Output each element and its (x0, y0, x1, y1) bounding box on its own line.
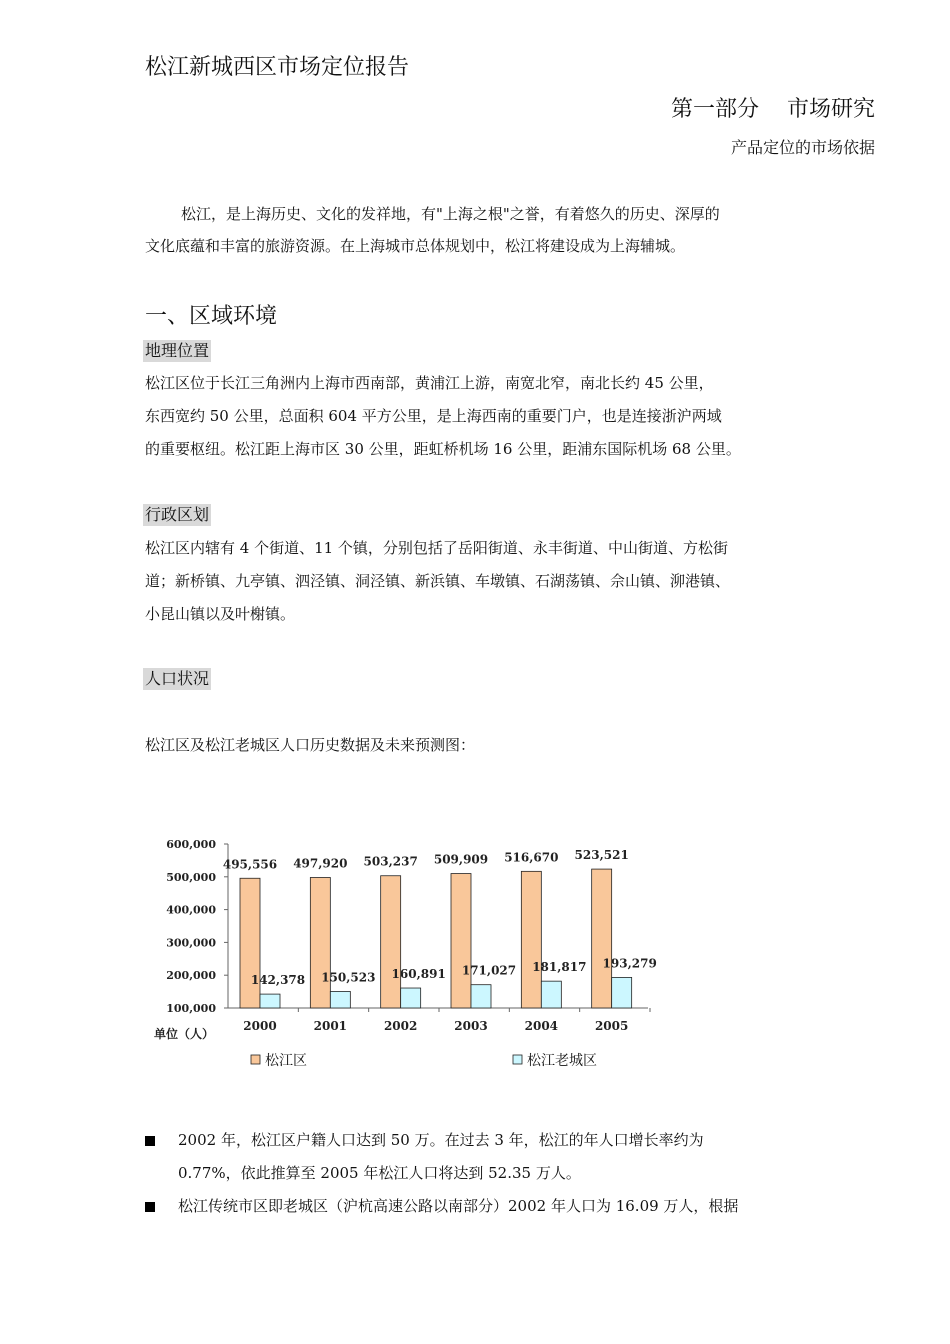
x-tick-label: 2003 (454, 1019, 488, 1033)
y-axis-unit-label: 单位（人） (154, 1027, 215, 1041)
text-line: 的重要枢纽。松江距上海市区 30 公里，距虹桥机场 16 公里，距浦东国际机场 68 公里。 (145, 440, 741, 458)
data-label: 516,670 (504, 850, 559, 865)
data-label: 171,027 (461, 963, 517, 978)
admin-division-text (145, 532, 730, 631)
data-label: 150,523 (321, 970, 376, 985)
intro-paragraph (145, 198, 880, 262)
bar-songjiang-district-2003 (451, 874, 471, 1008)
bar-songjiang-district-2000 (240, 878, 260, 1008)
x-tick-label: 2002 (383, 1019, 418, 1033)
x-tick-label: 2005 (594, 1019, 629, 1033)
bar-songjiang-district-2002 (381, 876, 401, 1008)
chart-labels (154, 838, 657, 1041)
bullet-line: 松江传统市区即老城区（沪杭高速公路以南部分）2002 年人口为 16.09 万人，根据 (178, 1197, 739, 1215)
bullet-item (145, 1124, 905, 1190)
text-line: 松江区内辖有 4 个街道、11 个镇，分别包括了岳阳街道、永丰街道、中山街道、方松街 (145, 539, 728, 557)
bullet-line: 0.77%，依此推算至 2005 年松江人口将达到 52.35 万人。 (178, 1164, 581, 1182)
x-tick-label: 2004 (524, 1019, 559, 1033)
data-label: 497,920 (293, 856, 348, 871)
bar-songjiang-district-2005 (592, 869, 612, 1008)
y-tick-label: 600,000 (166, 838, 216, 851)
population-bar-chart (148, 828, 657, 1080)
bullet-square-icon (145, 1202, 155, 1212)
y-tick-label: 300,000 (166, 936, 216, 950)
part-title: 第一部分 市场研究 (671, 97, 875, 122)
data-label: 503,237 (363, 854, 418, 869)
bar-old-town-2000 (260, 994, 280, 1008)
bullet-item (145, 1190, 905, 1223)
legend-swatch (513, 1055, 522, 1064)
bar-old-town-2002 (401, 988, 421, 1008)
section-subtitle: 产品定位的市场依据 (730, 138, 875, 157)
chart-bars (240, 869, 632, 1008)
bullet-line: 2002 年，松江区户籍人口达到 50 万。在过去 3 年，松江的年人口增长率约为 (178, 1131, 704, 1149)
intro-line: 文化底蕴和丰富的旅游资源。在上海城市总体规划中，松江将建设成为上海辅城。 (145, 237, 686, 255)
bullet-list (145, 1124, 905, 1223)
document-title: 松江新城西区市场定位报告 (145, 55, 410, 80)
legend-label: 松江区 (265, 1053, 307, 1069)
admin-division-label: 行政区划 (145, 505, 210, 524)
chart-caption: 松江区及松江老城区人口历史数据及未来预测图： (145, 736, 476, 754)
data-label: 495,556 (222, 857, 278, 872)
bar-old-town-2001 (330, 991, 350, 1008)
data-label: 509,909 (433, 852, 489, 867)
y-tick-label: 200,000 (166, 969, 216, 983)
data-label: 142,378 (250, 973, 306, 988)
section-heading: 一、区域环境 (145, 304, 278, 329)
y-tick-label: 400,000 (166, 903, 216, 917)
data-label: 160,891 (391, 967, 446, 982)
population-label: 人口状况 (145, 669, 210, 688)
data-label: 193,279 (602, 956, 657, 971)
bar-old-town-2003 (471, 985, 491, 1008)
geo-location-text (145, 367, 741, 466)
x-tick-label: 2001 (313, 1019, 348, 1033)
legend-swatch (251, 1055, 260, 1064)
text-line: 小昆山镇以及叶榭镇。 (145, 605, 296, 623)
text-line: 道；新桥镇、九亭镇、泗泾镇、洞泾镇、新浜镇、车墩镇、石湖荡镇、佘山镇、泖港镇、 (145, 572, 731, 590)
geo-location-label: 地理位置 (145, 341, 210, 360)
x-tick-label: 2000 (243, 1019, 277, 1033)
text-line: 松江区位于长江三角洲内上海市西南部，黄浦江上游，南宽北窄，南北长约 45 公里， (145, 374, 714, 392)
y-tick-label: 100,000 (166, 1002, 216, 1015)
text-line: 东西宽约 50 公里，总面积 604 平方公里，是上海西南的重要门户，也是连接浙沪两域 (145, 407, 722, 425)
data-label: 523,521 (574, 848, 629, 863)
intro-line: 松江，是上海历史、文化的发祥地，有"上海之根"之誉，有着悠久的历史、深厚的 (181, 205, 720, 223)
bar-songjiang-district-2001 (310, 877, 330, 1008)
chart-legend (251, 1052, 597, 1069)
bar-old-town-2005 (612, 977, 632, 1008)
data-label: 181,817 (532, 960, 587, 975)
bullet-square-icon (145, 1136, 155, 1146)
y-tick-label: 500,000 (166, 870, 216, 884)
bar-songjiang-district-2004 (521, 871, 541, 1008)
legend-label: 松江老城区 (527, 1053, 597, 1069)
bar-old-town-2004 (541, 981, 561, 1008)
